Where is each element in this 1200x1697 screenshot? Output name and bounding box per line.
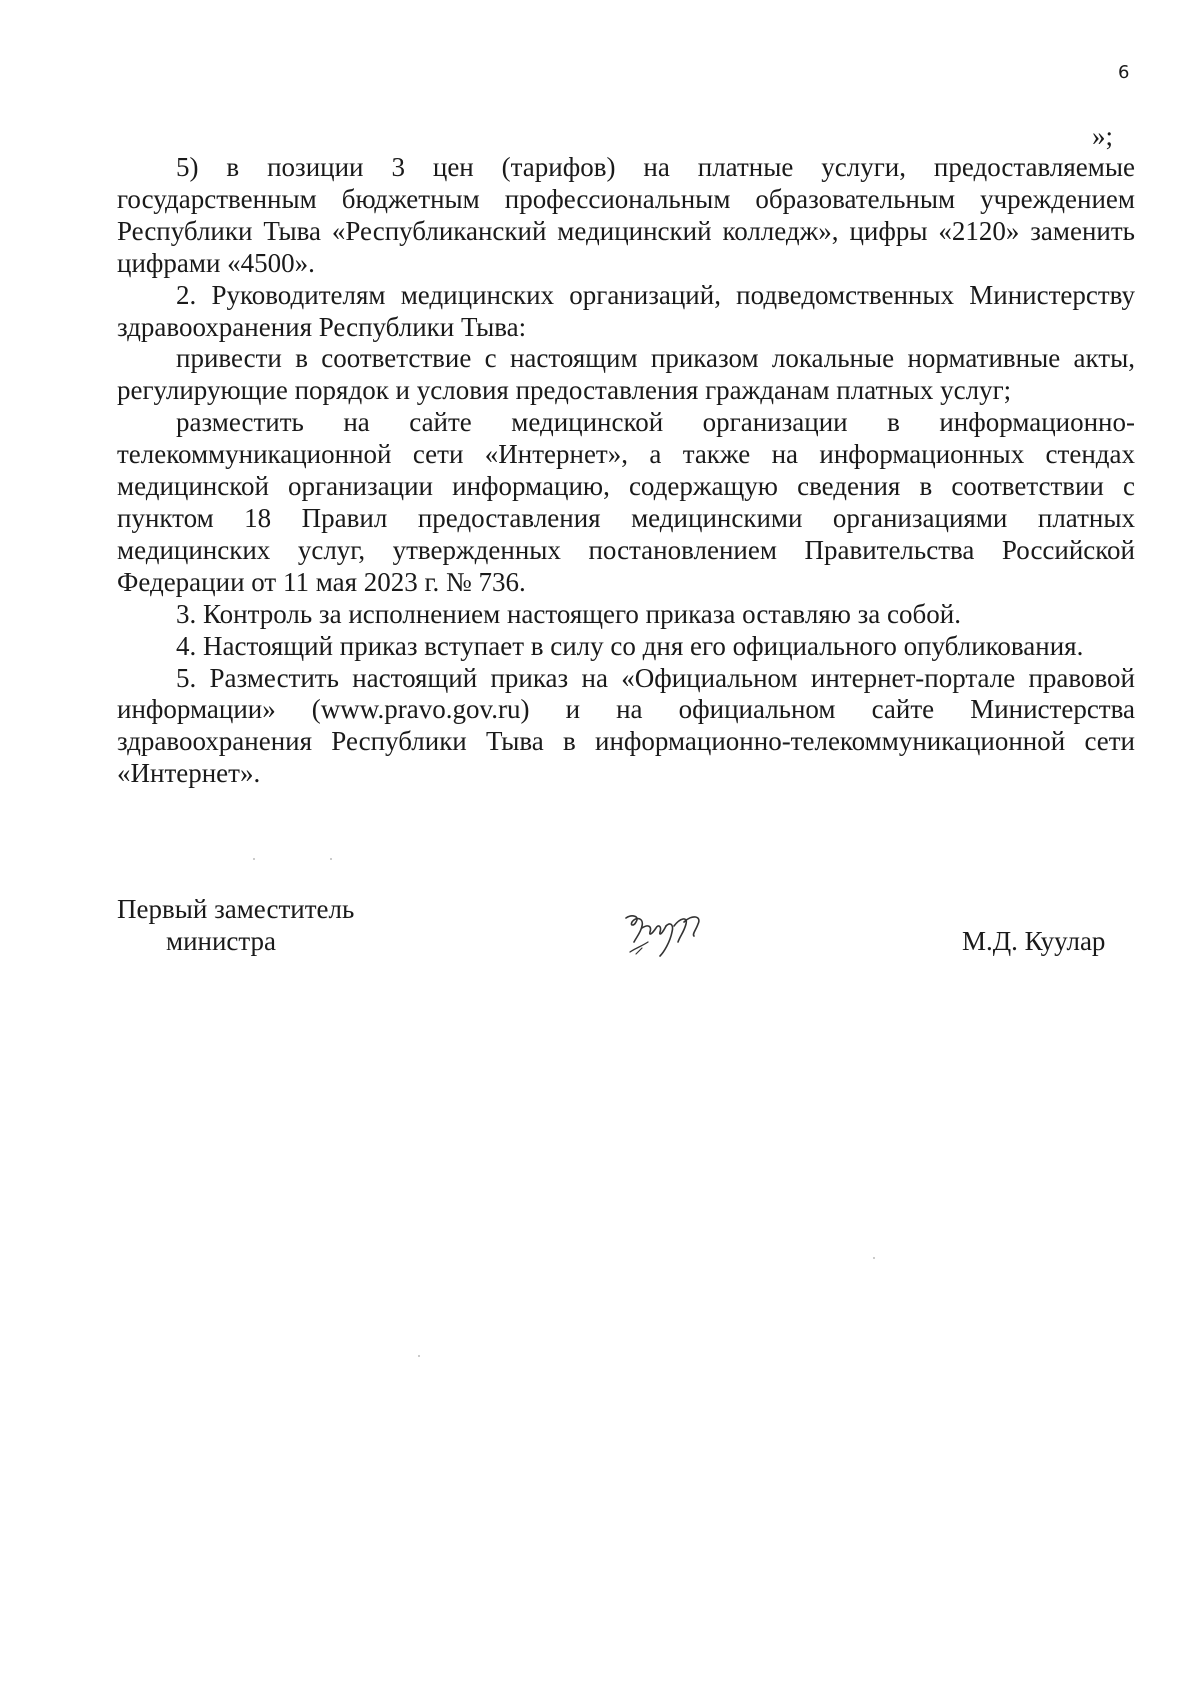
paragraph-point-2: 2. Руководителям медицинских организаций, подведомственных Министерству здравоохранения Республики Тыва:: [117, 279, 1135, 342]
scan-speck: [330, 858, 332, 860]
scan-speck: [253, 858, 255, 860]
closing-quote: »;: [1092, 121, 1114, 151]
paragraph-point-5: 5. Разместить настоящий приказ на «Официальном интернет-портале правовой информации» (www.pravo.gov.ru) и на официальном сайте Министерства здравоохранения Республики Тыва в информационно-телекоммуникационной сети «Интернет».: [117, 662, 1135, 789]
scan-speck: [873, 1257, 875, 1259]
paragraph-item-5-tariff: 5) в позиции 3 цен (тарифов) на платные услуги, предоставляемые государственным бюджетным профессиональным образовательным учреждением Республики Тыва «Республиканский медицинский колледж», цифры «2120» заменить цифрами «4500».: [117, 152, 1135, 278]
paragraph-point-2-bring-into-compliance: привести в соответствие с настоящим приказом локальные нормативные акты, регулирующие порядок и условия предоставления гражданам платных услуг;: [117, 343, 1135, 406]
document-body: [117, 152, 1135, 790]
scan-speck: [418, 1355, 420, 1357]
handwritten-signature: [622, 912, 722, 960]
paragraph-point-4: 4. Настоящий приказ вступает в силу со дня его официального опубликования.: [176, 630, 1084, 661]
signatory-title: [117, 893, 354, 957]
paragraph-point-3: 3. Контроль за исполнением настоящего приказа оставляю за собой.: [176, 598, 961, 629]
paragraph-point-2-publish-info: разместить на сайте медицинской организации в информационно-телекоммуникационной сети «Интернет», а также на информационных стендах медицинской организации информацию, содержащую сведения в соответствии с пунктом 18 Правил предоставления медицинскими организациями платных медицинских услуг, утвержденных постановлением Правительства Российской Федерации от 11 мая 2023 г. № 736.: [117, 407, 1135, 597]
signatory-name: М.Д. Куулар: [962, 926, 1106, 956]
signatory-title-line1: Первый заместитель: [117, 894, 355, 924]
page-number: 6: [1118, 62, 1130, 83]
signatory-title-line2: министра: [166, 926, 277, 956]
